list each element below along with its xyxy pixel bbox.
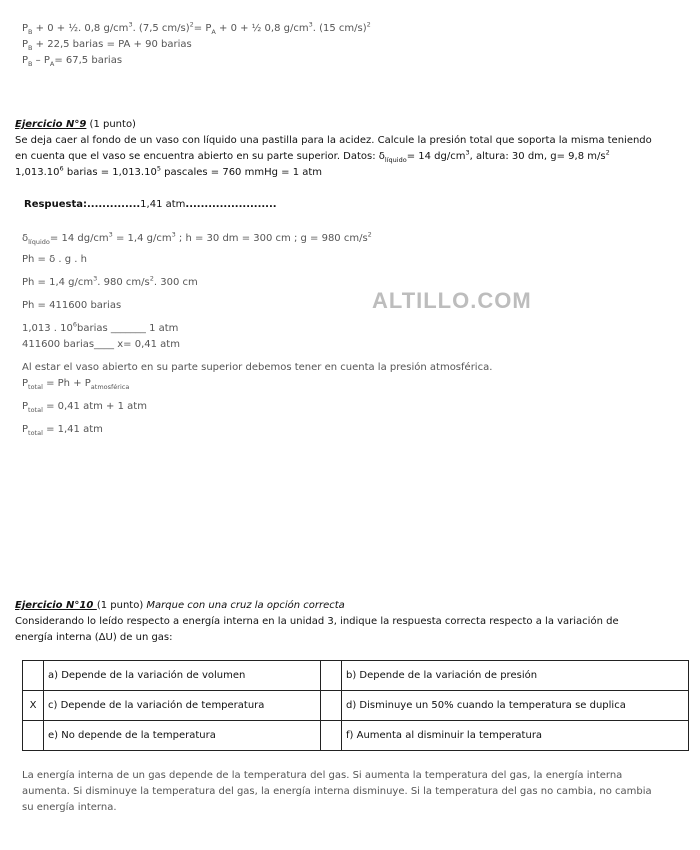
solution-result: Ph = 411600 barias xyxy=(22,300,122,311)
option-f[interactable]: f) Aumenta al disminuir la temperatura xyxy=(342,721,689,751)
mark-cell[interactable] xyxy=(321,721,342,751)
options-table xyxy=(22,660,689,751)
options-row xyxy=(23,721,689,751)
explanation-line-3: su energía interna. xyxy=(22,802,117,813)
calc-line-1: $P_B + 0$ + ½. 0,8 $g/cm^3$. (7,5 $cm/s)^2= P_A + 0$ + ½ 0,8 $g/cm^3$. (15 cm/s)$^2$ xyxy=(22,20,371,36)
mark-cell[interactable] xyxy=(321,661,342,691)
answer-value: 1,41 atm xyxy=(140,199,186,210)
option-c[interactable]: c) Depende de la variación de temperatura xyxy=(44,691,321,721)
option-b[interactable]: b) Depende de la variación de presión xyxy=(342,661,689,691)
mark-cell[interactable] xyxy=(321,691,342,721)
options-row xyxy=(23,661,689,691)
total-substitution: $P_{total} = 0,41$ atm + 1 atm xyxy=(22,401,147,414)
exercise-9-statement-2: en cuenta que el vaso se encuentra abierto en su parte superior. Datos: $\delta_{líquido}= 14$ $dg/cm^3$, altura: 30 dm, g= 9,8 $m/s^2$ xyxy=(15,148,610,164)
conversion-line-2: 411600 barias____ x= 0,41 atm xyxy=(22,339,180,350)
exercise-9-statement-3: 1,013.10$^6$ barias = $1,013.10^5$ pascales = 760 mmHg = 1 atm xyxy=(15,164,323,178)
atm-note: Al estar el vaso abierto en su parte superior debemos tener en cuenta la presión atmosférica. xyxy=(22,362,493,373)
conversion-line-1: 1,013 . $10^6barias$ _______ 1 atm xyxy=(22,320,179,334)
watermark: ALTILLO.COM xyxy=(372,288,532,313)
total-formula: $P_{total} = Ph + P_{atmosférica}$ xyxy=(22,378,130,391)
option-a[interactable]: a) Depende de la variación de volumen xyxy=(44,661,321,691)
answer-line: Respuesta:..............1,41 atm........................ xyxy=(24,199,277,210)
exercise-10-heading: Ejercicio N°10 (1 punto) Marque con una cruz la opción correcta xyxy=(15,600,345,611)
calc-line-2: $P_B + 22,5$ barias = PA + 90 barias xyxy=(22,39,192,52)
option-e[interactable]: e) No depende de la temperatura xyxy=(44,721,321,751)
explanation-line-2: aumenta. Si disminuye la temperatura del gas, la energía interna disminuye. Si la temperatura del gas no cambia, no cambia xyxy=(22,786,652,797)
explanation-line-1: La energía interna de un gas depende de la temperatura del gas. Si aumenta la temperatura del gas, la energía interna xyxy=(22,770,623,781)
exercise-9-heading: Ejercicio N°9 (1 punto) xyxy=(15,119,136,130)
total-result: $P_{total} = 1,41$ atm xyxy=(22,424,103,437)
exercise-9-statement-1: Se deja caer al fondo de un vaso con líquido una pastilla para la acidez. Calcule la presión total que soporta la misma teniendo xyxy=(15,135,652,146)
options-row xyxy=(23,691,689,721)
solution-substitution: Ph = 1,4 $g/cm^3$. 980 $cm/s^2$. 300 cm xyxy=(22,274,198,288)
exercise-10-statement-2: energía interna (ΔU) de un gas: xyxy=(15,632,173,643)
calc-line-3: $P_B - P_A= 67,5$ barias xyxy=(22,55,123,68)
mark-cell[interactable] xyxy=(23,721,44,751)
mark-cell[interactable]: X xyxy=(23,691,44,721)
exercise-10-statement-1: Considerando lo leído respecto a energía interna en la unidad 3, indique la respuesta correcta respecto a la variación de xyxy=(15,616,619,627)
solution-data: $\delta_{líquido}= 14$ $dg/cm^3 = 1,4$ $g/cm^3$ ; h = 30 dm = 300 cm ; g = 980 $cm/s^2$ xyxy=(22,230,372,246)
solution-formula: Ph = δ . g . h xyxy=(22,254,87,265)
mark-cell[interactable] xyxy=(23,661,44,691)
option-d[interactable]: d) Disminuye un 50% cuando la temperatura se duplica xyxy=(342,691,689,721)
